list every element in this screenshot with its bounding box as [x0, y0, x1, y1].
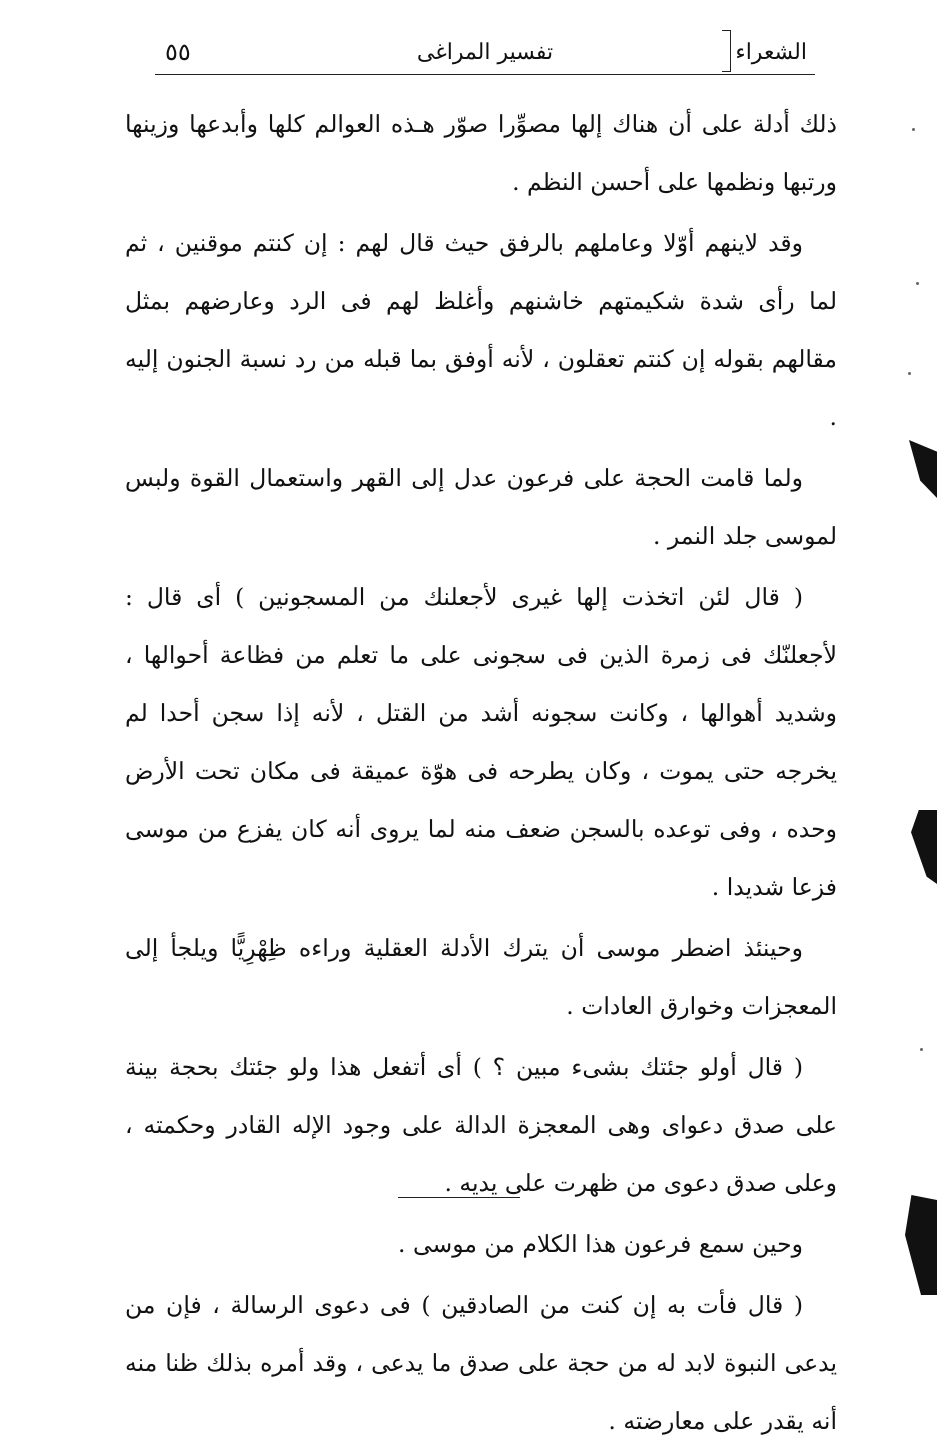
paragraph: ( قال لئن اتخذت إلها غيرى لأجعلنك من المسجونين ) أى قال : لأجعلنّك فى زمرة الذين فى سجونى على ما تعلم من فظاعة أحوالها ، وشديد أهوالها ، وكانت سجونه أشد من القتل ، لأنه إذا سجن أحدا لم يخرجه حتى يموت ، وكان يطرحه فى هوّة عميقة فى مكان تحت الأرض وحده ، وفى توعده بالسجن ضعف منه لما يروى أنه كان يفزع من موسى فزعا شديدا .: [125, 583, 837, 901]
paragraph: ( قال أولو جئتك بشىء مبين ؟ ) أى أتفعل هذا ولو جئتك بحجة بينة على صدق دعواى وهى المعجزة الدالة على وجود الإله القادر وحكمته ، وعلى صدق دعوى من ظهرت على يديه .: [125, 1053, 837, 1197]
paragraph: وحينئذ اضطر موسى أن يترك الأدلة العقلية وراءه ظِهْرِيًّا ويلجأ إلى المعجزات وخوارق العادات .: [125, 934, 837, 1020]
scan-speck: [916, 282, 919, 285]
page-body: [125, 95, 837, 1450]
chapter-bracket: [722, 30, 731, 72]
header-rule: [155, 74, 815, 75]
scan-speck: [908, 372, 911, 375]
scan-speck: [912, 128, 915, 131]
scan-speck: [920, 1048, 923, 1051]
paragraph: ( قال فأت به إن كنت من الصادقين ) فى دعوى الرسالة ، فإن من يدعى النبوة لابد له من حجة على صدق ما يدعى ، وقد أمره بذلك ظنا منه أنه يقدر على معارضته .: [125, 1291, 837, 1435]
page-header: [155, 30, 815, 74]
scan-edge-mark: [909, 440, 937, 498]
scan-edge-mark: [905, 1195, 937, 1295]
paragraph: ذلك أدلة على أن هناك إلها مصوِّرا صوّر هـذه العوالم كلها وأبدعها وزينها ورتبها ونظمها على أحسن النظم .: [125, 110, 837, 196]
footer-rule: [398, 1197, 520, 1198]
scan-edge-mark: [911, 810, 937, 884]
page-number: ٥٥: [165, 38, 191, 66]
running-title: تفسير المراغى: [416, 40, 554, 65]
paragraph: وقد لاينهم أوّلا وعاملهم بالرفق حيث قال لهم : إن كنتم موقنين ، ثم لما رأى شدة شكيمتهم خاشنهم وأغلظ لهم فى الرد وعارضهم بمثل مقالهم بقوله إن كنتم تعقلون ، لأنه أوفق بما قبله من رد نسبة الجنون إليه .: [125, 229, 837, 431]
paragraph: وحين سمع فرعون هذا الكلام من موسى .: [398, 1230, 803, 1258]
paragraph: ولما قامت الحجة على فرعون عدل إلى القهر واستعمال القوة ولبس لموسى جلد النمر .: [125, 464, 837, 550]
chapter-name: الشعراء: [735, 40, 807, 65]
